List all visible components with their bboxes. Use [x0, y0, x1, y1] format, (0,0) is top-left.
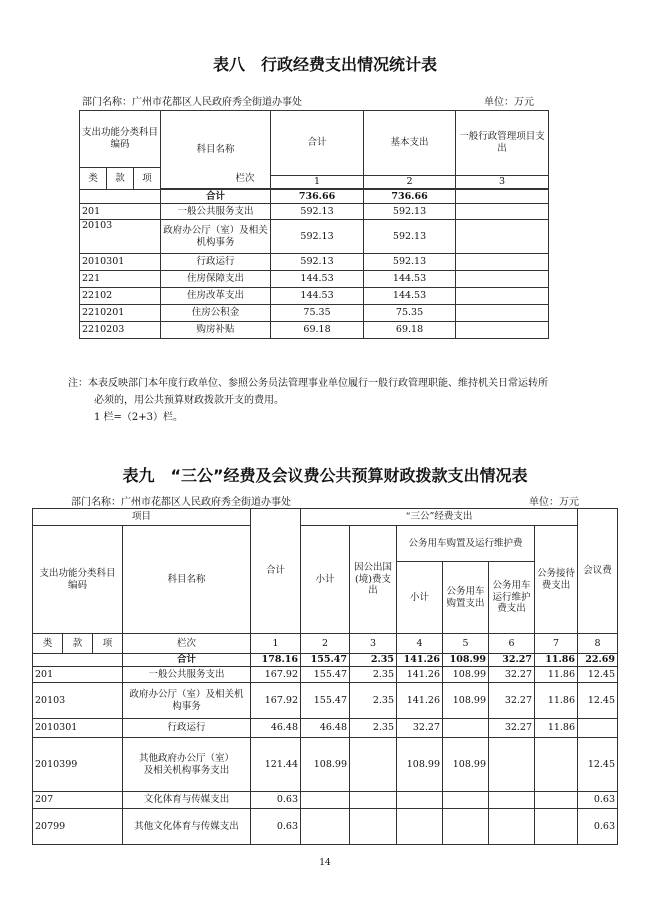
table8	[79, 110, 549, 339]
t9-colnum: 1	[251, 634, 301, 654]
t9-cell: 155.47	[301, 654, 350, 667]
t9-header-car-buy: 公务用车购置支出	[443, 562, 489, 634]
t9-header-name: 科目名称	[123, 526, 251, 634]
t9-cell	[535, 809, 578, 845]
t9-cell: 0.63	[251, 809, 301, 845]
table-row	[80, 271, 549, 288]
t8-code: 221	[80, 271, 161, 288]
t8-total: 144.53	[271, 271, 364, 288]
t9-cell: 2.35	[350, 654, 397, 667]
t9-cell: 32.27	[489, 654, 535, 667]
table9-dept: 部门名称：广州市花都区人民政府秀全街道办事处	[71, 497, 291, 508]
t9-code: 2010301	[33, 719, 123, 738]
t9-cell: 108.99	[443, 654, 489, 667]
t9-cell: 2.35	[350, 719, 397, 738]
t8-header-kuan: 款	[107, 168, 134, 190]
table8-dept: 部门名称：广州市花都区人民政府秀全街道办事处	[82, 97, 302, 108]
t9-cell	[489, 738, 535, 792]
t8-admin	[456, 220, 549, 254]
t9-cell: 108.99	[301, 738, 350, 792]
t9-header-code: 支出功能分类科目编码	[33, 526, 123, 634]
table-row	[80, 220, 549, 254]
t9-code: 20799	[33, 809, 123, 845]
t9-colnum: 5	[443, 634, 489, 654]
t8-basic: 144.53	[364, 288, 456, 305]
t9-code	[33, 654, 123, 667]
t8-header-basic: 基本支出	[364, 111, 456, 176]
t9-cell: 11.86	[535, 683, 578, 719]
t9-cell: 2.35	[350, 667, 397, 683]
t9-colnum: 2	[301, 634, 350, 654]
t9-cell	[489, 792, 535, 809]
t8-name: 购房补贴	[161, 322, 271, 339]
t8-colnum: 3	[456, 176, 549, 189]
t9-cell: 46.48	[251, 719, 301, 738]
t9-colnum: 7	[535, 634, 578, 654]
table-row	[33, 667, 618, 683]
t9-header-car-sub: 小计	[397, 562, 443, 634]
t9-cell: 141.26	[397, 654, 443, 667]
table8-unit: 单位：万元	[484, 97, 534, 108]
t8-total: 592.13	[271, 254, 364, 271]
t9-header-xiang: 项	[93, 634, 123, 654]
page-number: 14	[319, 858, 331, 868]
t9-cell	[535, 738, 578, 792]
t9-cell: 32.27	[489, 719, 535, 738]
table-row	[33, 654, 618, 667]
t9-cell: 178.16	[251, 654, 301, 667]
t8-code: 201	[80, 204, 161, 220]
t9-cell: 11.86	[535, 667, 578, 683]
t8-name: 合计	[161, 190, 271, 204]
table-row	[33, 792, 618, 809]
t8-basic: 592.13	[364, 254, 456, 271]
table-row	[33, 719, 618, 738]
table-row	[33, 683, 618, 719]
t9-cell: 141.26	[397, 667, 443, 683]
t9-cell: 0.63	[578, 809, 618, 845]
t9-cell: 108.99	[397, 738, 443, 792]
table-row	[33, 738, 618, 792]
t9-cell	[489, 809, 535, 845]
table-row	[80, 288, 549, 305]
table9-title: 表九 “三公”经费及会议费公共预算财政拨款支出情况表	[122, 466, 528, 485]
t8-code: 2010301	[80, 254, 161, 271]
t9-cell	[443, 719, 489, 738]
t9-header-car: 公务用车购置及运行维护费	[397, 526, 535, 562]
t9-code: 2010399	[33, 738, 123, 792]
t9-cell	[301, 792, 350, 809]
t9-cell	[397, 792, 443, 809]
t8-admin	[456, 254, 549, 271]
t8-total: 592.13	[271, 220, 364, 254]
t8-admin	[456, 322, 549, 339]
t9-colnum: 6	[489, 634, 535, 654]
t9-cell: 32.27	[397, 719, 443, 738]
t8-name: 住房改革支出	[161, 288, 271, 305]
t8-code: 22102	[80, 288, 161, 305]
t8-header-lei: 类	[80, 168, 107, 190]
t9-cell	[350, 809, 397, 845]
t8-code: 2210203	[80, 322, 161, 339]
t9-cell: 121.44	[251, 738, 301, 792]
t9-colnum: 3	[350, 634, 397, 654]
t8-colnum: 1	[271, 176, 364, 189]
t9-name: 合计	[123, 654, 251, 667]
table-row	[80, 322, 549, 339]
t8-note-line3: 1 栏=（2+3）栏。	[94, 412, 184, 423]
t8-admin	[456, 271, 549, 288]
t8-basic: 144.53	[364, 271, 456, 288]
t8-total: 736.66	[271, 190, 364, 204]
table-row	[33, 809, 618, 845]
t9-cell: 141.26	[397, 683, 443, 719]
t9-cell: 22.69	[578, 654, 618, 667]
table8-title: 表八 行政经费支出情况统计表	[212, 55, 437, 74]
t9-header-subtotal: 小计	[301, 526, 350, 634]
t9-cell: 32.27	[489, 683, 535, 719]
t8-total: 592.13	[271, 204, 364, 220]
t9-colnum: 8	[578, 634, 618, 654]
t9-cell	[350, 792, 397, 809]
t8-admin	[456, 288, 549, 305]
t9-cell	[443, 792, 489, 809]
t9-cell: 12.45	[578, 738, 618, 792]
t9-name: 政府办公厅（室）及相关机构事务	[123, 683, 251, 719]
t8-total: 69.18	[271, 322, 364, 339]
t9-header-kuan: 款	[63, 634, 93, 654]
t8-colnum: 2	[364, 176, 456, 189]
t8-note-line1: 注：本表反映部门本年度行政单位、参照公务员法管理事业单位履行一般行政管理职能、维持机关日常运转所	[68, 378, 548, 389]
t9-code: 20103	[33, 683, 123, 719]
t9-cell: 108.99	[443, 667, 489, 683]
t9-cell: 108.99	[443, 683, 489, 719]
t8-code	[80, 190, 161, 204]
t9-header-lei: 类	[33, 634, 63, 654]
table-row	[80, 254, 549, 271]
t9-name: 文化体育与传媒支出	[123, 792, 251, 809]
t9-cell	[301, 809, 350, 845]
t9-name: 行政运行	[123, 719, 251, 738]
t8-header-admin: 一般行政管理项目支出	[456, 111, 549, 176]
t9-cell: 12.45	[578, 683, 618, 719]
t9-header-abroad: 因公出国(境)费支出	[350, 526, 397, 634]
t9-name: 其他文化体育与传媒支出	[123, 809, 251, 845]
t8-admin	[456, 204, 549, 220]
t8-basic: 69.18	[364, 322, 456, 339]
t9-cell	[443, 809, 489, 845]
t9-cell	[397, 809, 443, 845]
t9-cell: 155.47	[301, 667, 350, 683]
t9-code: 207	[33, 792, 123, 809]
t8-basic: 592.13	[364, 204, 456, 220]
table-row	[80, 190, 549, 204]
t8-name: 住房公积金	[161, 305, 271, 322]
t9-cell	[578, 719, 618, 738]
t9-cell: 155.47	[301, 683, 350, 719]
t9-header-item: 项目	[33, 509, 251, 526]
t9-cell: 46.48	[301, 719, 350, 738]
t9-colnum: 4	[397, 634, 443, 654]
t8-header-total: 合计	[271, 111, 364, 176]
t9-cell: 108.99	[443, 738, 489, 792]
table-row	[80, 305, 549, 322]
t8-code: 20103	[80, 220, 161, 254]
t8-lanci-label: 栏次	[235, 173, 255, 184]
t8-header-name: 科目名称	[161, 111, 271, 189]
t9-code: 201	[33, 667, 123, 683]
t8-name: 行政运行	[161, 254, 271, 271]
t8-total: 75.35	[271, 305, 364, 322]
t9-cell: 11.86	[535, 719, 578, 738]
t9-header-meeting: 会议费	[578, 509, 618, 634]
t8-header-code: 支出功能分类科目编码	[80, 111, 161, 168]
t9-cell: 11.86	[535, 654, 578, 667]
t8-name: 住房保障支出	[161, 271, 271, 288]
table-row	[80, 204, 549, 220]
t9-header-car-run: 公务用车运行维护费支出	[489, 562, 535, 634]
t9-cell: 32.27	[489, 667, 535, 683]
t8-admin	[456, 190, 549, 204]
t8-basic: 736.66	[364, 190, 456, 204]
t8-name: 政府办公厅（室）及相关机构事务	[161, 220, 271, 254]
t8-name: 一般公共服务支出	[161, 204, 271, 220]
t8-admin	[456, 305, 549, 322]
t8-note-line2: 必须的，用公共预算财政拨款开支的费用。	[94, 395, 284, 406]
t9-cell: 0.63	[251, 792, 301, 809]
t9-header-sangong: “三公”经费支出	[301, 509, 578, 526]
t9-cell: 167.92	[251, 683, 301, 719]
t8-basic: 592.13	[364, 220, 456, 254]
t9-cell: 167.92	[251, 667, 301, 683]
t9-name: 其他政府办公厅（室）及相关机构事务支出	[123, 738, 251, 792]
t8-total: 144.53	[271, 288, 364, 305]
t9-cell	[535, 792, 578, 809]
t9-header-total: 合计	[251, 509, 301, 634]
t9-name: 一般公共服务支出	[123, 667, 251, 683]
t9-header-recep: 公务接待费支出	[535, 526, 578, 634]
t8-basic: 75.35	[364, 305, 456, 322]
t8-header-xiang: 项	[134, 168, 161, 190]
t9-lanci-label: 栏次	[123, 634, 251, 654]
t9-cell: 12.45	[578, 667, 618, 683]
t9-cell: 0.63	[578, 792, 618, 809]
t9-cell	[350, 738, 397, 792]
t8-code: 2210201	[80, 305, 161, 322]
t9-cell: 2.35	[350, 683, 397, 719]
table9	[32, 508, 618, 845]
table9-unit: 单位：万元	[529, 497, 579, 508]
